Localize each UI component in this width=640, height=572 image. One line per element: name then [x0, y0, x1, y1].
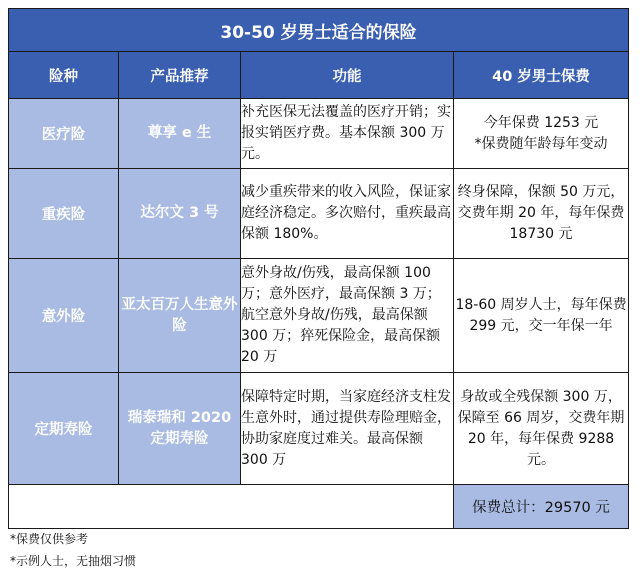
row-premium: 18-60 周岁人士，每年保费 299 元，交一年保一年 [454, 259, 629, 373]
row-product: 亚太百万人生意外险 [119, 259, 241, 373]
table-row [9, 373, 629, 485]
table-row [9, 99, 629, 169]
row-function: 补充医保无法覆盖的医疗开销；实报实销医疗费。基本保额 300 万元。 [241, 99, 454, 169]
row-category: 医疗险 [9, 99, 119, 169]
header-product: 产品推荐 [119, 52, 241, 99]
header-function: 功能 [241, 52, 454, 99]
header-premium: 40 岁男士保费 [454, 52, 629, 99]
row-premium: 身故或全残保额 300 万，保障至 66 周岁，交费年期 20 年，每年保费 9288 元。 [454, 373, 629, 485]
footnotes [10, 528, 136, 572]
footnote-2: *示例人士，无抽烟习惯 [10, 554, 137, 568]
row-product: 瑞泰瑞和 2020 定期寿险 [119, 373, 241, 485]
row-function: 保障特定时期，当家庭经济支柱发生意外时，通过提供寿险理赔金，协助家庭度过难关。最高保额 300 万 [241, 373, 454, 485]
total-row [9, 485, 629, 529]
footnote-1: *保费仅供参考 [10, 532, 89, 546]
row-function: 意外身故/伤残，最高保额 100 万；意外医疗，最高保额 3 万；航空意外身故/伤残，最高保额 300 万；猝死保险金，最高保额 20 万 [241, 259, 454, 373]
insurance-table [8, 8, 629, 529]
table-row [9, 259, 629, 373]
row-category: 定期寿险 [9, 373, 119, 485]
row-product: 达尔文 3 号 [119, 169, 241, 259]
total-spacer [9, 485, 454, 529]
row-premium: 终身保障，保额 50 万元，交费年期 20 年，每年保费 18730 元 [454, 169, 629, 259]
row-function: 减少重疾带来的收入风险，保证家庭经济稳定。多次赔付，重疾最高保额 180%。 [241, 169, 454, 259]
table-row [9, 169, 629, 259]
premium-total: 保费总计：29570 元 [454, 485, 629, 529]
row-category: 意外险 [9, 259, 119, 373]
row-premium: 今年保费 1253 元 *保费随年龄每年变动 [454, 99, 629, 169]
table-title: 30-50 岁男士适合的保险 [9, 9, 629, 52]
row-category: 重疾险 [9, 169, 119, 259]
row-product: 尊享 e 生 [119, 99, 241, 169]
header-type: 险种 [9, 52, 119, 99]
